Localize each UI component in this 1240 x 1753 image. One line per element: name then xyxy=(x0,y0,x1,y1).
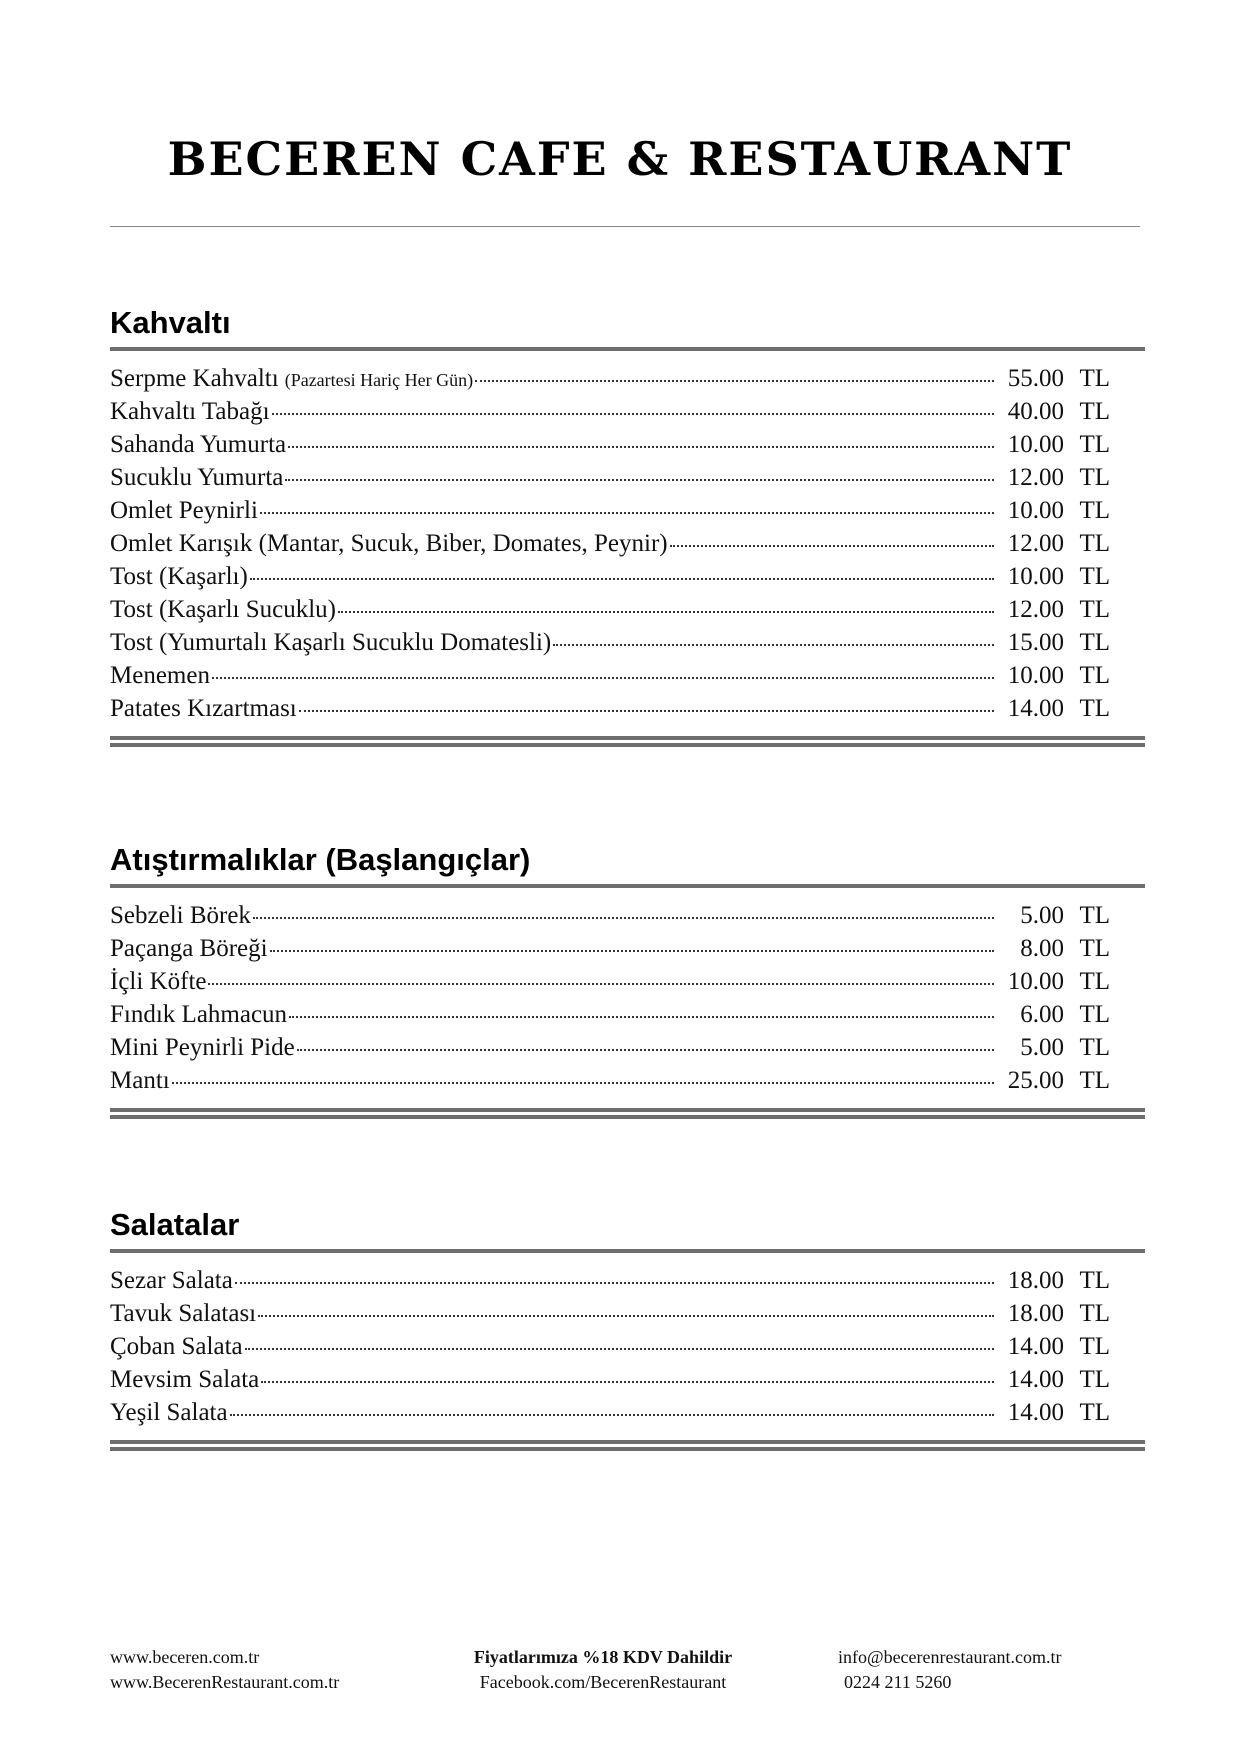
menu-item-currency: TL xyxy=(1079,497,1110,524)
menu-item-name: Sezar Salata xyxy=(110,1267,233,1294)
section-double-rule xyxy=(110,1440,1145,1451)
section-salatalar xyxy=(110,1205,1145,1451)
dotted-leader xyxy=(272,413,994,415)
menu-item xyxy=(110,1001,1110,1034)
menu-item-price: 5.00 xyxy=(1020,902,1064,929)
menu-item-currency: TL xyxy=(1079,695,1110,722)
menu-item-name: Mini Peynirli Pide xyxy=(110,1034,295,1061)
menu-item-price: 15.00 xyxy=(1007,629,1064,656)
menu-item-price: 6.00 xyxy=(1020,1001,1064,1028)
menu-item-name: Sucuklu Yumurta xyxy=(110,464,284,491)
dotted-leader xyxy=(299,710,994,712)
menu-item xyxy=(110,902,1110,935)
dotted-leader xyxy=(285,479,994,481)
section-double-rule xyxy=(110,736,1145,747)
menu-item-price: 14.00 xyxy=(1007,1399,1064,1426)
menu-item-price: 14.00 xyxy=(1007,695,1064,722)
menu-item xyxy=(110,431,1110,464)
menu-item-currency: TL xyxy=(1079,1399,1110,1426)
dotted-leader xyxy=(250,578,994,580)
section-title: Kahvaltı xyxy=(110,305,231,340)
menu-item-price: 14.00 xyxy=(1007,1366,1064,1393)
menu-item-price: 12.00 xyxy=(1007,530,1064,557)
menu-item-price: 25.00 xyxy=(1007,1067,1064,1094)
menu-item-currency: TL xyxy=(1079,530,1110,557)
menu-item-price: 10.00 xyxy=(1007,662,1064,689)
dotted-leader xyxy=(297,1049,994,1051)
menu-item-name: Fındık Lahmacun xyxy=(110,1001,288,1028)
section-rule xyxy=(110,1249,1145,1253)
menu-item-currency: TL xyxy=(1079,1267,1110,1294)
menu-item-currency: TL xyxy=(1079,902,1110,929)
menu-item xyxy=(110,629,1110,662)
footer-websites xyxy=(110,1645,339,1695)
menu-item-name: Tost (Yumurtalı Kaşarlı Sucuklu Domatesli) xyxy=(110,629,552,656)
restaurant-title: BECEREN CAFE & RESTAURANT xyxy=(167,132,1073,186)
footer-contact xyxy=(838,1645,1061,1695)
dotted-leader xyxy=(670,545,994,547)
section-kahvalti xyxy=(110,303,1145,747)
menu-item-name: Sahanda Yumurta xyxy=(110,431,287,458)
menu-item xyxy=(110,1034,1110,1067)
menu-item-name: Tost (Kaşarlı) xyxy=(110,563,248,590)
dotted-leader xyxy=(245,1348,994,1350)
menu-item-currency: TL xyxy=(1079,596,1110,623)
menu-item-price: 10.00 xyxy=(1007,497,1064,524)
menu-item xyxy=(110,1399,1110,1432)
menu-item-currency: TL xyxy=(1079,662,1110,689)
menu-item xyxy=(110,968,1110,1001)
menu-item-list xyxy=(110,365,1110,728)
menu-item xyxy=(110,497,1110,530)
title-divider xyxy=(110,226,1140,227)
dotted-leader xyxy=(208,983,994,985)
menu-item-currency: TL xyxy=(1079,1333,1110,1360)
menu-item xyxy=(110,365,1110,398)
menu-item-name: Kahvaltı Tabağı xyxy=(110,398,270,425)
menu-item xyxy=(110,1300,1110,1333)
dotted-leader xyxy=(253,917,994,919)
menu-item-price: 5.00 xyxy=(1020,1034,1064,1061)
menu-item xyxy=(110,1366,1110,1399)
menu-item-currency: TL xyxy=(1079,431,1110,458)
dotted-leader xyxy=(172,1082,994,1084)
menu-item-price: 12.00 xyxy=(1007,464,1064,491)
section-rule xyxy=(110,884,1145,888)
website-link[interactable]: www.beceren.com.tr xyxy=(110,1647,260,1667)
menu-item xyxy=(110,1267,1110,1300)
menu-item-currency: TL xyxy=(1079,1067,1110,1094)
menu-item-name: Yeşil Salata xyxy=(110,1399,228,1426)
menu-item-name: Paçanga Böreği xyxy=(110,935,268,962)
menu-item xyxy=(110,596,1110,629)
dotted-leader xyxy=(230,1414,994,1416)
menu-item-name: Omlet Karışık (Mantar, Sucuk, Biber, Domates, Peynir) xyxy=(110,530,668,557)
email-link[interactable]: info@becerenrestaurant.com.tr xyxy=(838,1647,1062,1667)
menu-item-currency: TL xyxy=(1079,365,1110,392)
dotted-leader xyxy=(258,1315,994,1317)
menu-item-currency: TL xyxy=(1079,629,1110,656)
menu-item-price: 18.00 xyxy=(1007,1300,1064,1327)
menu-item xyxy=(110,695,1110,728)
phone-number: 0224 211 5260 xyxy=(844,1672,952,1692)
website-link[interactable]: www.BecerenRestaurant.com.tr xyxy=(110,1672,340,1692)
menu-item-currency: TL xyxy=(1079,935,1110,962)
menu-item xyxy=(110,662,1110,695)
dotted-leader xyxy=(261,1381,994,1383)
footer-center xyxy=(458,1645,748,1695)
dotted-leader xyxy=(260,512,994,514)
menu-item xyxy=(110,563,1110,596)
menu-item-currency: TL xyxy=(1079,1366,1110,1393)
dotted-leader xyxy=(212,677,994,679)
section-title: Salatalar xyxy=(110,1207,240,1242)
menu-item-currency: TL xyxy=(1079,1001,1110,1028)
dotted-leader xyxy=(289,1016,994,1018)
menu-item-name: İçli Köfte xyxy=(110,968,207,995)
menu-item-note: (Pazartesi Hariç Her Gün) xyxy=(284,370,474,390)
menu-item-currency: TL xyxy=(1079,1034,1110,1061)
menu-item xyxy=(110,530,1110,563)
menu-item-currency: TL xyxy=(1079,563,1110,590)
menu-item xyxy=(110,935,1110,968)
menu-item-name: Tavuk Salatası xyxy=(110,1300,257,1327)
menu-item xyxy=(110,1333,1110,1366)
menu-item-name: Serpme Kahvaltı xyxy=(110,365,279,392)
menu-item-list xyxy=(110,1267,1110,1432)
menu-item-name: Sebzeli Börek xyxy=(110,902,251,929)
menu-item-name: Patates Kızartması xyxy=(110,695,297,722)
menu-item-currency: TL xyxy=(1079,398,1110,425)
section-title: Atıştırmalıklar (Başlangıçlar) xyxy=(110,842,531,877)
menu-item-currency: TL xyxy=(1079,968,1110,995)
menu-item-name: Tost (Kaşarlı Sucuklu) xyxy=(110,596,336,623)
menu-item-name: Mantı xyxy=(110,1067,170,1094)
dotted-leader xyxy=(270,950,994,952)
dotted-leader xyxy=(288,446,994,448)
menu-item-price: 12.00 xyxy=(1007,596,1064,623)
dotted-leader xyxy=(235,1282,994,1284)
menu-item-list xyxy=(110,902,1110,1100)
dotted-leader xyxy=(553,644,994,646)
menu-item-name: Mevsim Salata xyxy=(110,1366,260,1393)
menu-item-price: 10.00 xyxy=(1007,968,1064,995)
menu-item-name: Çoban Salata xyxy=(110,1333,243,1360)
menu-item xyxy=(110,464,1110,497)
menu-item-name: Omlet Peynirli xyxy=(110,497,258,524)
menu-item-price: 18.00 xyxy=(1007,1267,1064,1294)
menu-item-price: 55.00 xyxy=(1007,365,1064,392)
menu-item-price: 10.00 xyxy=(1007,431,1064,458)
menu-item-price: 40.00 xyxy=(1007,398,1064,425)
menu-item-price: 8.00 xyxy=(1020,935,1064,962)
dotted-leader xyxy=(475,380,994,382)
dotted-leader xyxy=(338,611,994,613)
menu-item-price: 10.00 xyxy=(1007,563,1064,590)
menu-item-currency: TL xyxy=(1079,1300,1110,1327)
menu-item-price: 14.00 xyxy=(1007,1333,1064,1360)
section-double-rule xyxy=(110,1108,1145,1119)
menu-item-name: Menemen xyxy=(110,662,210,689)
facebook-link[interactable]: Facebook.com/BecerenRestaurant xyxy=(479,1672,727,1692)
menu-item-currency: TL xyxy=(1079,464,1110,491)
menu-item xyxy=(110,1067,1110,1100)
section-atistirmaliklar xyxy=(110,840,1145,1119)
vat-note: Fiyatlarımıza %18 KDV Dahildir xyxy=(473,1647,733,1667)
section-rule xyxy=(110,347,1145,351)
menu-item xyxy=(110,398,1110,431)
